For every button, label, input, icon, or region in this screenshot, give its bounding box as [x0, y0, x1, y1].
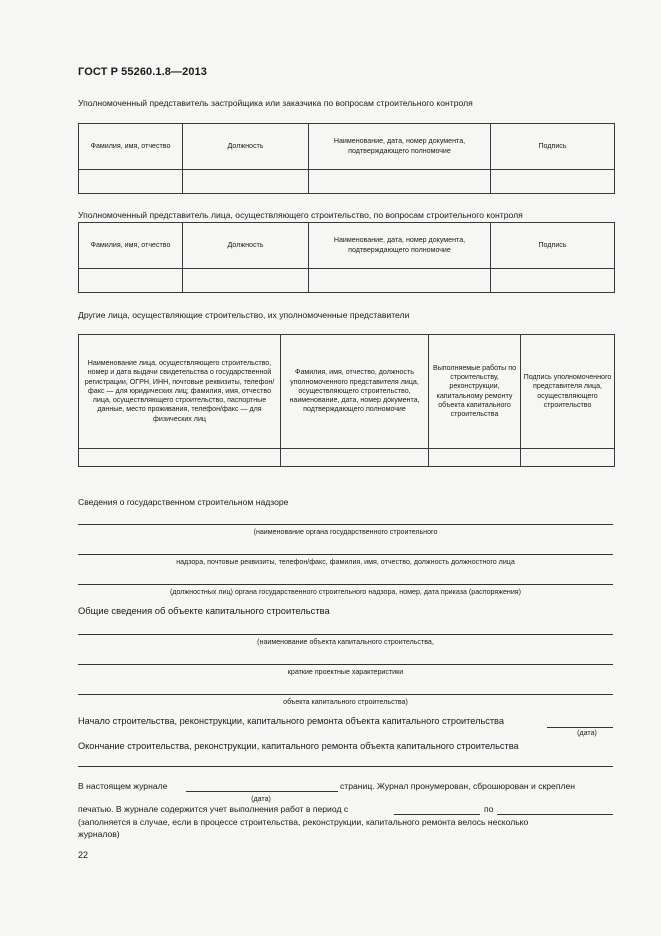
header-cell: Фамилия, имя, отчество — [79, 223, 183, 269]
supervision-caption-2: надзора, почтовые реквизиты, телефон/факс, фамилия, имя, отчество, должность должностного лица — [176, 558, 515, 566]
header-cell: Должность — [183, 223, 309, 269]
table-cell[interactable] — [281, 449, 429, 467]
table-cell[interactable] — [521, 449, 615, 467]
journal-note-1: (заполняется в случае, если в процессе строительства, реконструкции, капитального ремонта велось несколько — [78, 817, 529, 827]
header-cell: Фамилия, имя, отчество, должность уполномоченного представителя лица, осуществляющего строительство, наименование, дата, номер документа, подтверждающего полномочие — [281, 335, 429, 449]
table-cell[interactable] — [491, 170, 615, 194]
table-cell[interactable] — [79, 449, 281, 467]
page-number: 22 — [78, 850, 89, 860]
table-cell[interactable] — [309, 170, 491, 194]
section1-table — [78, 123, 615, 194]
start-date-line[interactable] — [547, 727, 613, 728]
header-cell: Наименование, дата, номер документа, подтверждающего полномочие — [309, 124, 491, 170]
header-cell: Фамилия, имя, отчество — [79, 124, 183, 170]
pages-line[interactable] — [186, 791, 338, 792]
start-date-caption: (дата) — [577, 729, 597, 737]
object-caption-3: объекта капитального строительства) — [283, 698, 408, 706]
header-cell: Подпись уполномоченного представителя лица, осуществляющего строительство — [521, 335, 615, 449]
end-date-caption: (дата) — [251, 795, 271, 803]
journal-text-2: страниц. Журнал пронумерован, сброшюрован и скреплен — [340, 781, 576, 791]
object-caption-2: краткие проектные характеристики — [287, 668, 404, 676]
start-label: Начало строительства, реконструкции, капитального ремонта объекта капитального строительства — [78, 716, 504, 726]
header-cell: Выполняемые работы по строительству, реконструкции, капитальному ремонту объекта капитального строительства — [429, 335, 521, 449]
end-label: Окончание строительства, реконструкции, капитального ремонта объекта капитального строительства — [78, 741, 519, 751]
supervision-caption-3: (должностных лиц) органа государственного строительного надзора, номер, дата приказа (распоряжения) — [169, 588, 521, 596]
journal-note-2: журналов) — [78, 829, 120, 839]
header-cell: Наименование лица, осуществляющего строительство, номер и дата выдачи свидетельства о государственной регистрации, ОГРН, ИНН, почтовые реквизиты, телефон/факс — для юридических лиц; фамилия, имя, отчество лица, осуществляющего строительство, паспортные данные, место проживания, телефон/факс — для физических лиц — [79, 335, 281, 449]
object-caption-1: (наименование объекта капитального строительства, — [257, 638, 434, 646]
header-cell: Подпись — [491, 223, 615, 269]
section3-title: Другие лица, осуществляющие строительство, их уполномоченные представители — [78, 310, 410, 320]
journal-text-3: печатью. В журнале содержится учет выполнения работ в период с — [78, 804, 349, 814]
table-cell[interactable] — [79, 269, 183, 293]
supervision-title: Сведения о государственном строительном надзоре — [78, 497, 289, 507]
supervision-line-2[interactable] — [78, 554, 613, 555]
table-cell[interactable] — [309, 269, 491, 293]
supervision-caption-1: (наименование органа государственного строительного — [253, 528, 438, 536]
section3-table — [78, 334, 615, 467]
header-cell: Наименование, дата, номер документа, подтверждающего полномочие — [309, 223, 491, 269]
journal-text-1: В настоящем журнале — [78, 781, 168, 791]
section2-table — [78, 222, 615, 293]
end-date-line[interactable] — [78, 766, 613, 767]
period-to-line[interactable] — [497, 814, 613, 815]
object-title: Общие сведения об объекте капитального строительства — [78, 605, 330, 616]
object-line-3[interactable] — [78, 694, 613, 695]
table-cell[interactable] — [183, 170, 309, 194]
table-cell[interactable] — [429, 449, 521, 467]
table-cell[interactable] — [183, 269, 309, 293]
journal-text-4: по — [484, 804, 494, 814]
supervision-line-1[interactable] — [78, 524, 613, 525]
table-cell[interactable] — [79, 170, 183, 194]
supervision-line-3[interactable] — [78, 584, 613, 585]
header-cell: Должность — [183, 124, 309, 170]
header-cell: Подпись — [491, 124, 615, 170]
section2-title: Уполномоченный представитель лица, осуществляющего строительство, по вопросам строительного контроля — [78, 210, 523, 220]
document-header: ГОСТ Р 55260.1.8—2013 — [78, 66, 207, 78]
table-cell[interactable] — [491, 269, 615, 293]
object-line-1[interactable] — [78, 634, 613, 635]
period-from-line[interactable] — [394, 814, 480, 815]
section1-title: Уполномоченный представитель застройщика или заказчика по вопросам строительного контроля — [78, 98, 473, 108]
object-line-2[interactable] — [78, 664, 613, 665]
